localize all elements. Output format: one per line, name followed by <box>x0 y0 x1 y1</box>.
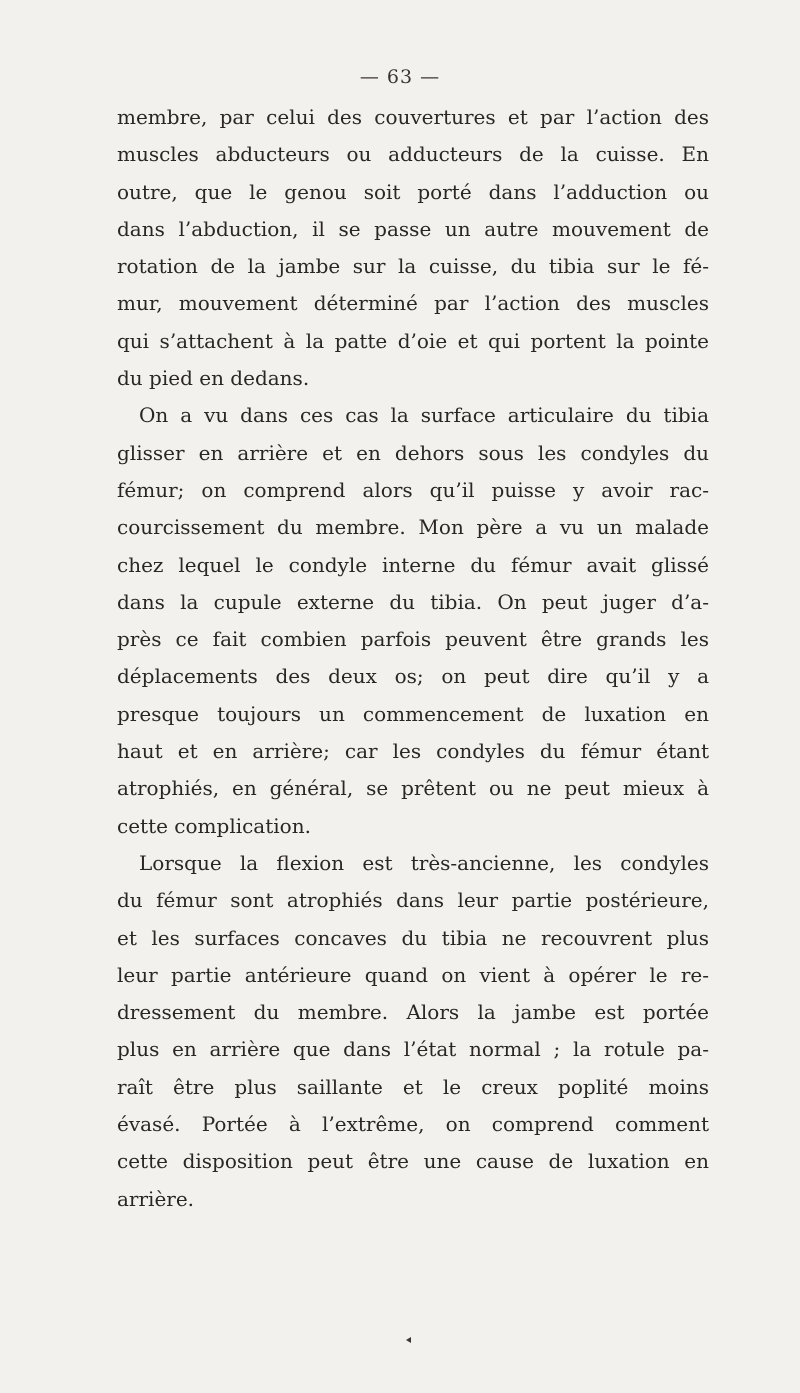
text-line: et les surfaces concaves du tibia ne recouvrent plus <box>117 925 709 950</box>
text-line: du fémur sont atrophiés dans leur partie postérieure, <box>117 888 709 913</box>
text-line: outre, que le genou soit porté dans l’adduction ou <box>117 179 709 204</box>
text-line: rotation de la jambe sur la cuisse, du tibia sur le fé- <box>117 254 709 279</box>
text-line: atrophiés, en général, se prêtent ou ne peut mieux à <box>117 776 709 801</box>
text-line: évasé. Portée à l’extrême, on comprend comment <box>117 1112 709 1137</box>
text-line: cette complication. <box>117 813 311 838</box>
page-number: — 63 — <box>359 66 441 88</box>
text-line: dressement du membre. Alors la jambe est portée <box>117 1000 709 1025</box>
text-line: cette disposition peut être une cause de luxation en <box>117 1149 709 1174</box>
text-line: plus en arrière que dans l’état normal ; la rotule pa- <box>117 1037 709 1062</box>
text-line: glisser en arrière et en dehors sous les condyles du <box>117 440 709 465</box>
text-line: muscles abducteurs ou adducteurs de la cuisse. En <box>117 142 709 167</box>
paragraph-start-line: Lorsque la flexion est très-ancienne, les condyles <box>139 850 709 875</box>
text-line: haut et en arrière; car les condyles du fémur étant <box>117 739 709 764</box>
text-line: du pied en dedans. <box>117 366 310 391</box>
text-line: déplacements des deux os; on peut dire qu’il y a <box>117 664 709 689</box>
text-line: courcissement du membre. Mon père a vu un malade <box>117 515 709 540</box>
text-line: près ce fait combien parfois peuvent être grands les <box>117 627 709 652</box>
text-line: mur, mouvement déterminé par l’action des muscles <box>117 291 709 316</box>
text-line: dans l’abduction, il se passe un autre mouvement de <box>117 216 709 241</box>
text-line: chez lequel le condyle interne du fémur avait glissé <box>117 552 709 577</box>
text-line: fémur; on comprend alors qu’il puisse y avoir rac- <box>117 477 709 502</box>
paragraph-start-line: On a vu dans ces cas la surface articulaire du tibia <box>139 403 709 428</box>
text-line: qui s’attachent à la patte d’oie et qui portent la pointe <box>117 328 709 353</box>
text-line: leur partie antérieure quand on vient à opérer le re- <box>117 962 709 987</box>
text-line: raît être plus saillante et le creux poplité moins <box>117 1074 709 1099</box>
text-line: arrière. <box>117 1186 195 1211</box>
text-line: presque toujours un commencement de luxation en <box>117 701 709 726</box>
body-text <box>117 99 709 1218</box>
print-mark-icon <box>406 1337 411 1343</box>
text-line: dans la cupule externe du tibia. On peut juger d’a- <box>117 589 709 614</box>
text-line: membre, par celui des couvertures et par l’action des <box>117 105 709 129</box>
